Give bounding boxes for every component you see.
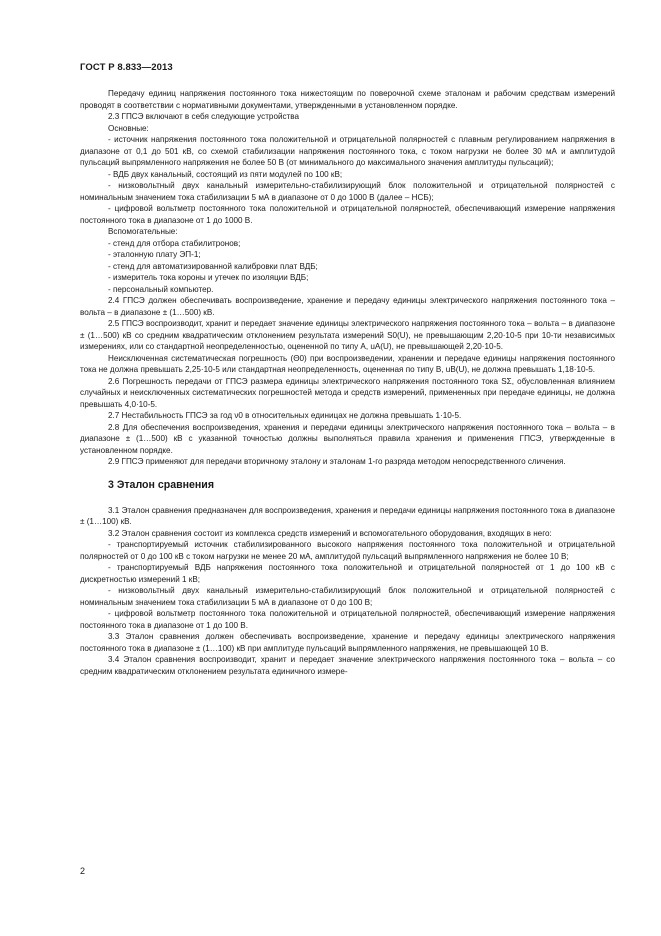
list-item: - транспортируемый источник стабилизированного высокого напряжения постоянного тока положительной и отрицательной полярностей от 0 до 100 кВ с током нагрузки не менее 20 мА, амплитудой пульсаций выпрямленного напряжения не более 10 В;	[80, 540, 615, 561]
list-item: - низковольтный двух канальный измерительно-стабилизирующий блок положительной и отрицательной полярностей с номинальным значением тока стабилизации 5 мА в диапазоне от 0 до 1000 В (далее – НСБ);	[80, 181, 615, 202]
paragraph: 3.3 Эталон сравнения должен обеспечивать воспроизведение, хранение и передачу единицы электрического напряжения постоянного тока в диапазоне ± (1…100) кВ при амплитуде пульсаций выпрямленного напряжения, не превышающей 10 В.	[80, 632, 615, 653]
list-item: - цифровой вольтметр постоянного тока положительной и отрицательной полярностей, обеспечивающий измерение напряжения постоянного тока в диапазоне от 1 до 100 В.	[80, 609, 615, 630]
paragraph: Основные:	[108, 123, 149, 133]
list-item: - измеритель тока короны и утечек по изоляции ВДБ;	[108, 273, 309, 282]
paragraph: Неисключенная систематическая погрешность (Θ0) при воспроизведении, хранении и передаче единицы напряжения постоянного тока не должна превышать 2,25·10-5 или стандартная неопределенность, оцененная по типу В, uB(U), не должна превышать 1,18·10-5.	[80, 353, 615, 374]
paragraph: 2.7 Нестабильность ГПСЭ за год ν0 в относительных единицах не должна превышать 1·10-5.	[108, 411, 462, 420]
paragraph: Вспомогательные:	[108, 227, 178, 236]
section-3-title: 3 Эталон сравнения	[108, 478, 215, 491]
section-2-content	[80, 88, 615, 468]
list-item: - стенд для отбора стабилитронов;	[108, 238, 241, 248]
list-item: - персональный компьютер.	[108, 284, 214, 294]
list-item: - низковольтный двух канальный измерительно-стабилизирующий блок положительной и отрицательной полярностей с номинальным значением тока стабилизации 5 мА в диапазоне от 0 до 100 В;	[80, 586, 615, 607]
paragraph: 3.1 Эталон сравнения предназначен для воспроизведения, хранения и передачи единицы напряжения постоянного тока в диапазоне ± (1…100) кВ.	[80, 505, 615, 526]
list-item: - ВДБ двух канальный, состоящий из пяти модулей по 100 кВ;	[108, 169, 343, 179]
paragraph: 2.4 ГПСЭ должен обеспечивать воспроизведение, хранение и передачу единицы электрического напряжения постоянного тока – вольта – в диапазоне ± (1…500) кВ.	[80, 296, 615, 317]
list-item: - источник напряжения постоянного тока положительной и отрицательной полярностей с плавным регулированием напряжения в диапазоне от 0,1 до 501 кВ, со схемой стабилизации напряжения постоянного тока, с током нагрузки не более 30 мА и амплитудой пульсаций выпрямленного напряжения не более 50 В (от минимального до максимального значения амплитуды пульсаций);	[80, 135, 615, 167]
document-header: ГОСТ Р 8.833—2013	[80, 62, 173, 73]
paragraph: Передачу единиц напряжения постоянного тока нижестоящим по поверочной схеме эталонам и рабочим средствам измерений проводят в соответствии с нормативными документами, утвержденными в установленном порядке.	[80, 89, 615, 110]
section-3-content	[80, 505, 615, 678]
paragraph: 2.9 ГПСЭ применяют для передачи вторичному эталону и эталонам 1-го разряда методом непосредственного сличения.	[108, 457, 566, 466]
paragraph: 3.4 Эталон сравнения воспроизводит, хранит и передает значение электрического напряжения постоянного тока – вольта – со средним квадратическим отклонением результата единичного измере-	[80, 655, 615, 676]
list-item: - цифровой вольтметр постоянного тока положительной и отрицательной полярностей, обеспечивающий измерение напряжения постоянного тока в диапазоне от 1 до 1000 В.	[80, 204, 615, 225]
list-item: - транспортируемый ВДБ напряжения постоянного тока положительной и отрицательной полярностей от 1 до 100 кВ с дискретностью измерений 1 кВ;	[80, 563, 615, 584]
paragraph: 2.3 ГПСЭ включают в себя следующие устройства	[108, 112, 300, 121]
paragraph: 2.8 Для обеспечения воспроизведения, хранения и передачи единицы электрического напряжения постоянного тока – вольта – в диапазоне ± (1…500) кВ с указанной точностью должны выполняться правила хранения и применения ГПСЭ, утвержденные в установленном порядке.	[80, 422, 615, 455]
page-number: 2	[80, 866, 86, 876]
list-item: - эталонную плату ЭП-1;	[108, 250, 201, 259]
paragraph: 3.2 Эталон сравнения состоит из комплекса средств измерений и вспомогательного оборудования, входящих в него:	[108, 528, 552, 538]
list-item: - стенд для автоматизированной калибровки плат ВДБ;	[108, 261, 318, 271]
paragraph: 2.6 Погрешность передачи от ГПСЭ размера единицы электрического напряжения постоянного тока SΣ, обусловленная влиянием случайных и неисключенных систематических погрешностей метода и средств измерений, примененных при передаче единицы, не должна превышать 4,0·10-5.	[80, 376, 615, 409]
paragraph: 2.5 ГПСЭ воспроизводит, хранит и передает значение единицы электрического напряжения постоянного тока – вольта – в диапазоне ± (1…500) кВ со средним квадратическим отклонением результата измерений S0(U), не превышающим 2,20·10-5 при 10-ти независимых измерениях, или со стандартной неопределенностью, оцененной по типу А, uA(U), не превышающей 2,20·10-5.	[80, 319, 615, 351]
document-body	[80, 88, 615, 677]
